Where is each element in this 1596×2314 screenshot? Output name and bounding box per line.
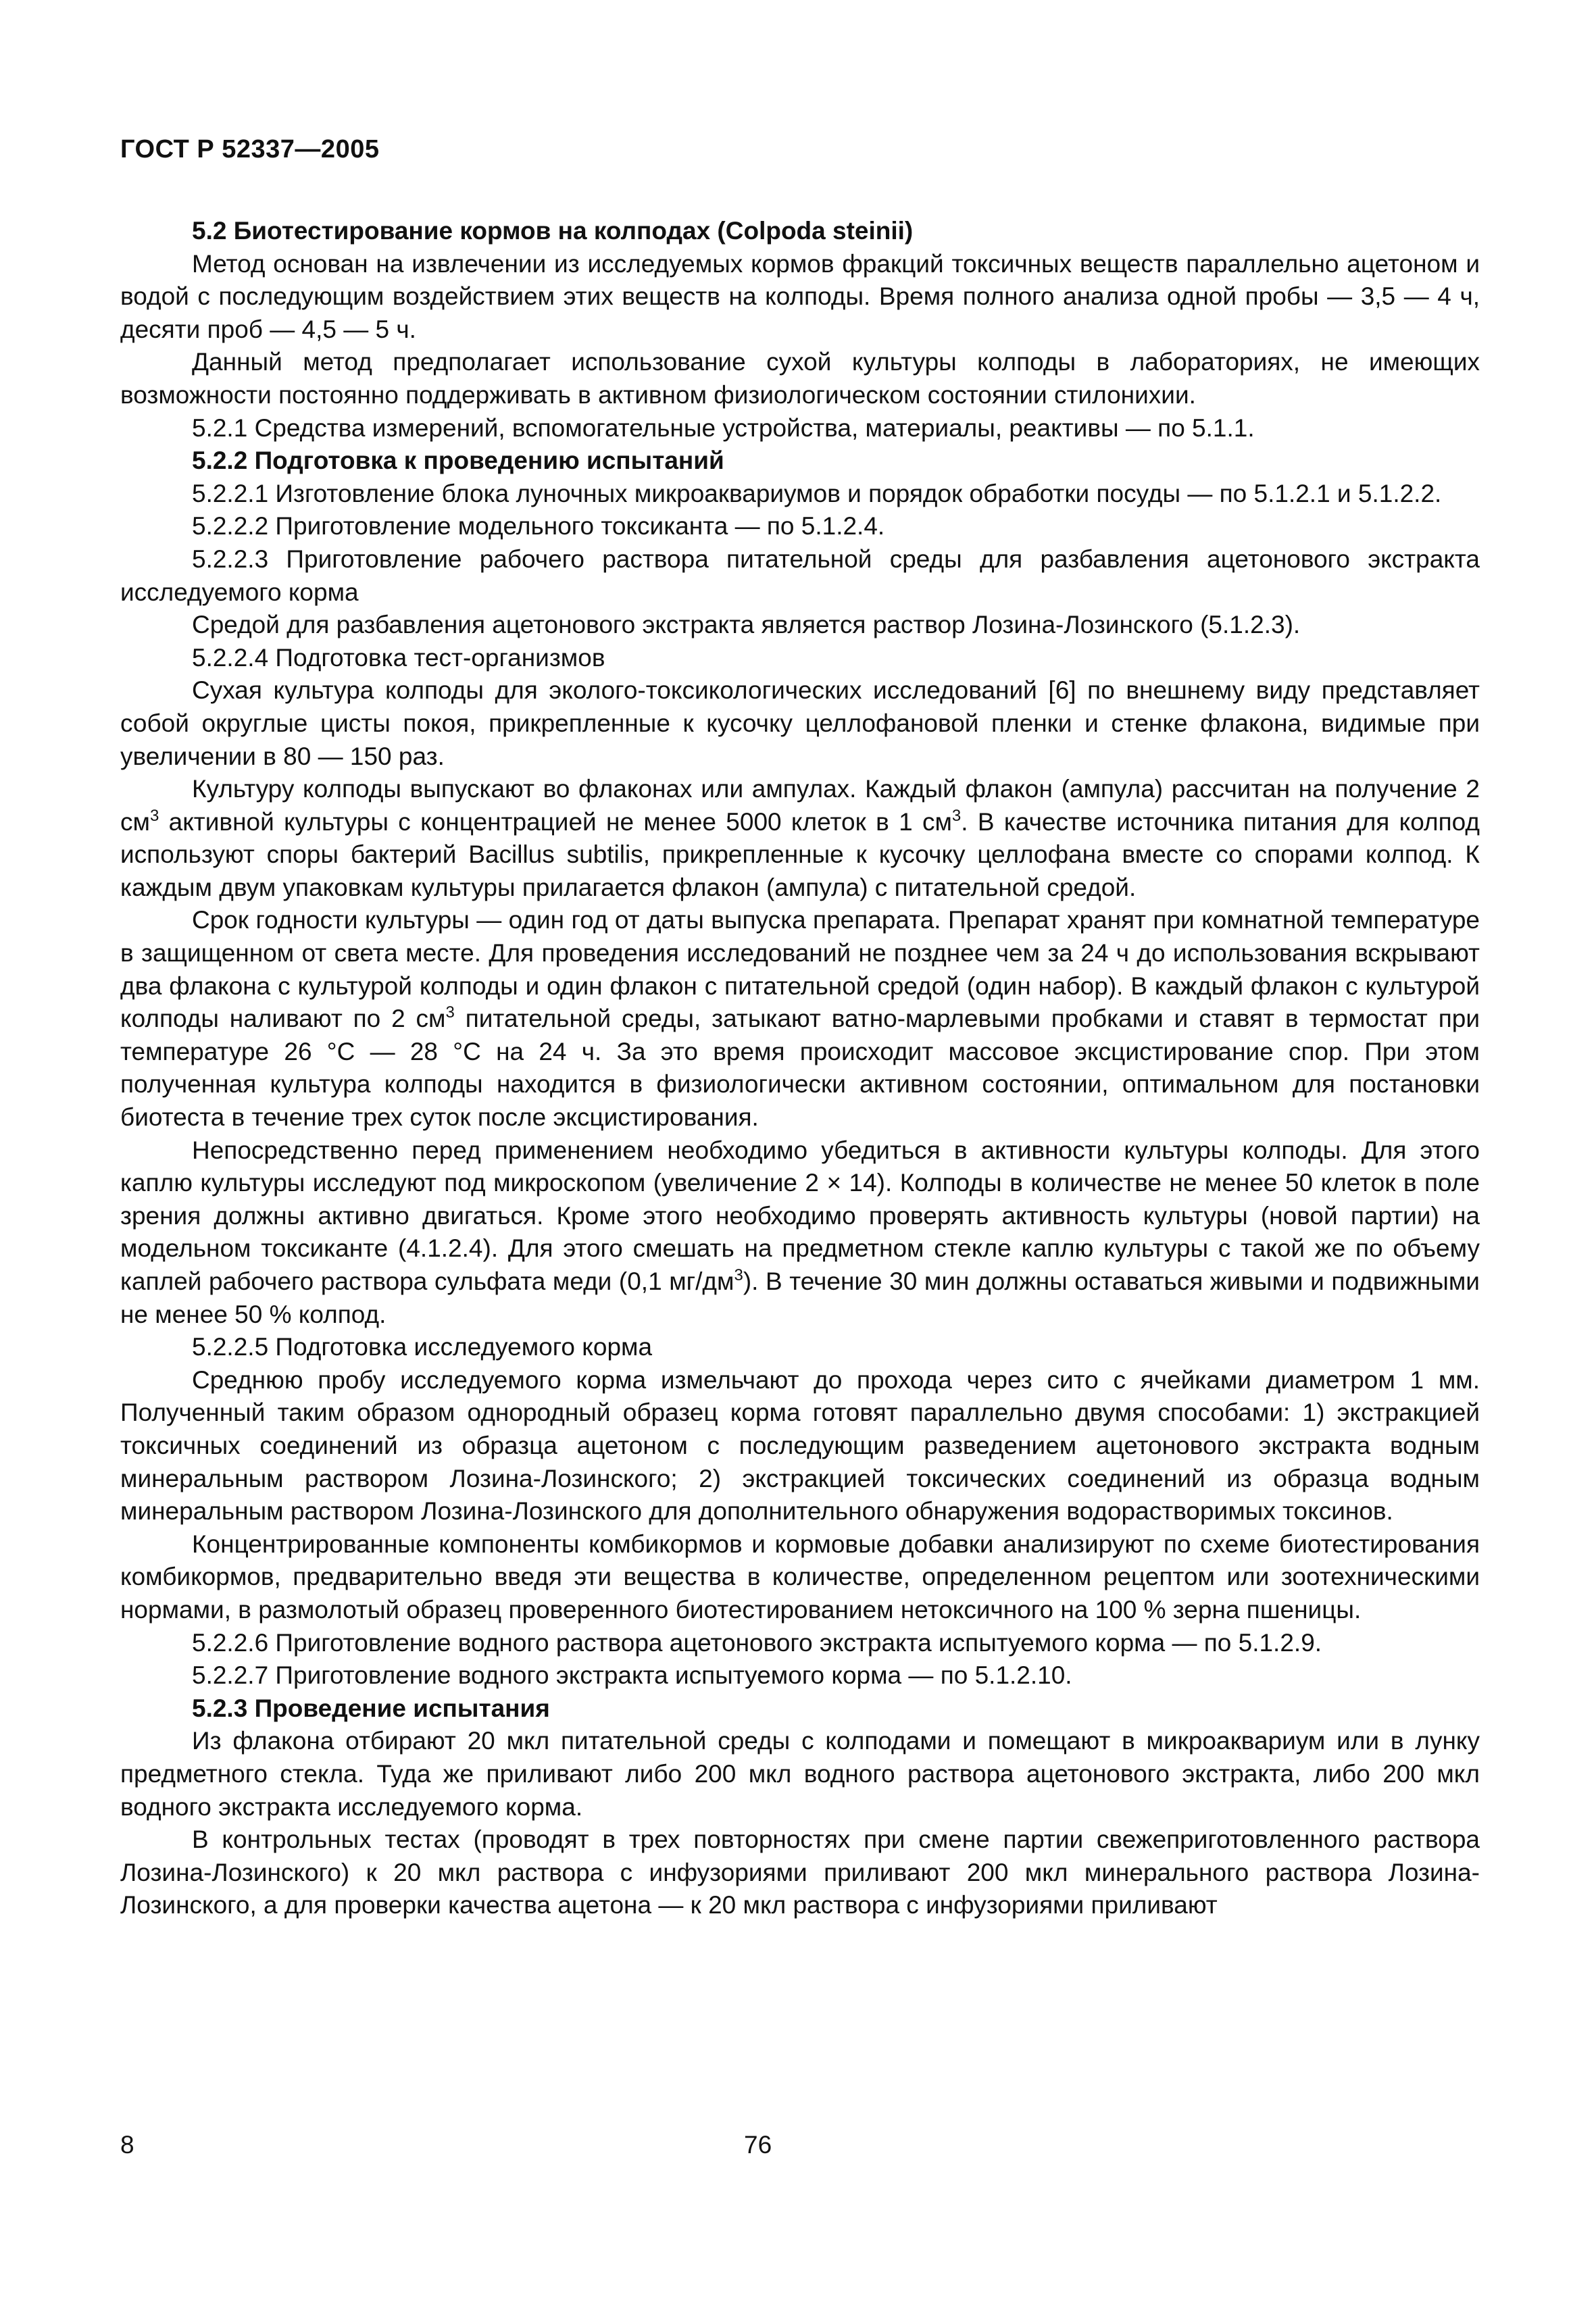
paragraph: 5.2.2.6 Приготовление водного раствора ацетонового экстракта испытуемого корма — по 5.1.2.9. [192,1628,1322,1657]
paragraph: 5.2.2.2 Приготовление модельного токсиканта — по 5.1.2.4. [192,512,885,540]
text-run: питательной среды, затыкают ватно-марлевыми пробками и ставят в термостат при температуре 26 °С — 28 °С на 24 ч. За это время происходит массовое эксцистирование спор. При этом полученная культура колподы находится в физиологически активном состоянии, оптимальном для постановки биотеста в течение трех суток после эксцистирования. [120,1005,1480,1132]
text-run: Срок годности культуры — один год от даты выпуска препарата. Препарат хранят при комнатной температуре в защищенном от света месте. Для проведения исследований не позднее чем за 24 ч до использования вскрывают два флакона с культурой колподы и один флакон с питательной средой (один набор). В каждый флакон с культурой колподы наливают по 2 см [120,906,1480,1033]
paragraph [120,773,1480,904]
paragraph: Метод основан на извлечении из исследуемых кормов фракций токсичных веществ параллельно ацетоном и водой с последующим воздействием этих веществ на колподы. Время полного анализа одной пробы — 3,5 — 4 ч, десяти проб — 4,5 — 5 ч. [120,249,1480,343]
page-number-left: 8 [120,2131,134,2159]
superscript: 3 [951,806,962,825]
paragraph: В контрольных тестах (проводят в трех повторностях при смене партии свежеприготовленного раствора Лозина-Лозинского) к 20 мкл раствора с инфузориями приливают 200 мкл минерального раствора Лозина-Лозинского, а для проверки качества ацетона — к 20 мкл раствора с инфузориями приливают [120,1826,1480,1919]
paragraph: Среднюю пробу исследуемого корма измельчают до прохода через сито с ячейками диаметром 1 мм. Полученный таким образом однородный образец корма готовят параллельно двумя способами: 1) экстракцией токсичных соединений из образца ацетоном с последующим разведением ацетонового экстракта водным минеральным раствором Лозина-Лозинского; 2) экстракцией токсических соединений из образца водным минеральным раствором Лозина-Лозинского для дополнительного обнаружения водорастворимых токсинов. [120,1365,1480,1526]
paragraph: 5.2.2.4 Подготовка тест-организмов [192,643,605,672]
paragraph: Средой для разбавления ацетонового экстракта является раствор Лозина-Лозинского (5.1.2.3). [192,611,1301,639]
superscript: 3 [149,806,159,825]
paragraph: Данный метод предполагает использование сухой культуры колподы в лабораториях, не имеющих возможности постоянно поддерживать в активном физиологическом состоянии стилонихии. [120,348,1480,409]
paragraph: Концентрированные компоненты комбикормов и кормовые добавки анализируют по схеме биотестирования комбикормов, предварительно введя эти вещества в количестве, определенном рецептом или зоотехническими нормами, в размолотый образец проверенного биотестированием нетоксичного на 100 % зерна пшеницы. [120,1530,1480,1624]
paragraph: Сухая культура колподы для эколого-токсикологических исследований [6] по внешнему виду представляет собой округлые цисты покоя, прикрепленные к кусочку целлофановой пленки и стенке флакона, видимые при увеличении в 80 — 150 раз. [120,676,1480,770]
paragraph [120,1134,1480,1332]
text-run: Культуру колподы выпускают во флаконах или ампулах. Каждый флакон (ампула) рассчитан на получение 2 см [120,775,1480,836]
document-header: ГОСТ Р 52337—2005 [120,135,380,164]
paragraph: 5.2.2.1 Изготовление блока луночных микроаквариумов и порядок обработки посуды — по 5.1.2.1 и 5.1.2.2. [192,479,1442,507]
paragraph: 5.2.1 Средства измерений, вспомогательные устройства, материалы, реактивы — по 5.1.1. [192,413,1255,442]
superscript: 3 [445,1003,455,1022]
subsection-heading: 5.2.3 Проведение испытания [192,1694,550,1722]
paragraph: Из флакона отбирают 20 мкл питательной среды с колподами и помещают в микроаквариум или в лунку предметного стекла. Туда же приливают либо 200 мкл водного раствора ацетонового экстракта, либо 200 мкл водного экстракта исследуемого корма. [120,1727,1480,1821]
superscript: 3 [734,1266,743,1284]
paragraph: 5.2.2.7 Приготовление водного экстракта испытуемого корма — по 5.1.2.10. [192,1661,1072,1690]
document-body [120,215,1480,1922]
section-heading: 5.2 Биотестирование кормов на колподах (Colpoda steinii) [192,217,914,245]
text-run: ). В течение 30 мин должны оставаться живыми и подвижными не менее 50 % колпод. [120,1267,1480,1328]
paragraph [120,904,1480,1134]
page-number-center: 76 [744,2131,772,2159]
text-run: Непосредственно перед применением необходимо убедиться в активности культуры колподы. Для этого каплю культуры исследуют под микроскопом (увеличение 2 × 14). Колподы в количестве не менее 50 клеток в поле зрения должны активно двигаться. Кроме этого необходимо проверять активность культуры (новой партии) на модельном токсиканте (4.1.2.4). Для этого смешать на предметном стекле каплю культуры с такой же по объему каплей рабочего раствора сульфата меди (0,1 мг/дм [120,1136,1480,1295]
text-run: . В качестве источника питания для колпод используют споры бактерий Bacillus subtilis, прикрепленные к кусочку целлофана вместе со спорами колпод. К каждым двум упаковкам культуры прилагается флакон (ампула) с питательной средой. [120,807,1480,901]
paragraph: 5.2.2.5 Подготовка исследуемого корма [192,1333,653,1361]
text-run: активной культуры с концентрацией не менее 5000 клеток в 1 см [159,807,952,836]
subsection-heading: 5.2.2 Подготовка к проведению испытаний [192,447,724,475]
paragraph: 5.2.2.3 Приготовление рабочего раствора питательной среды для разбавления ацетонового экстракта исследуемого корма [120,545,1480,606]
